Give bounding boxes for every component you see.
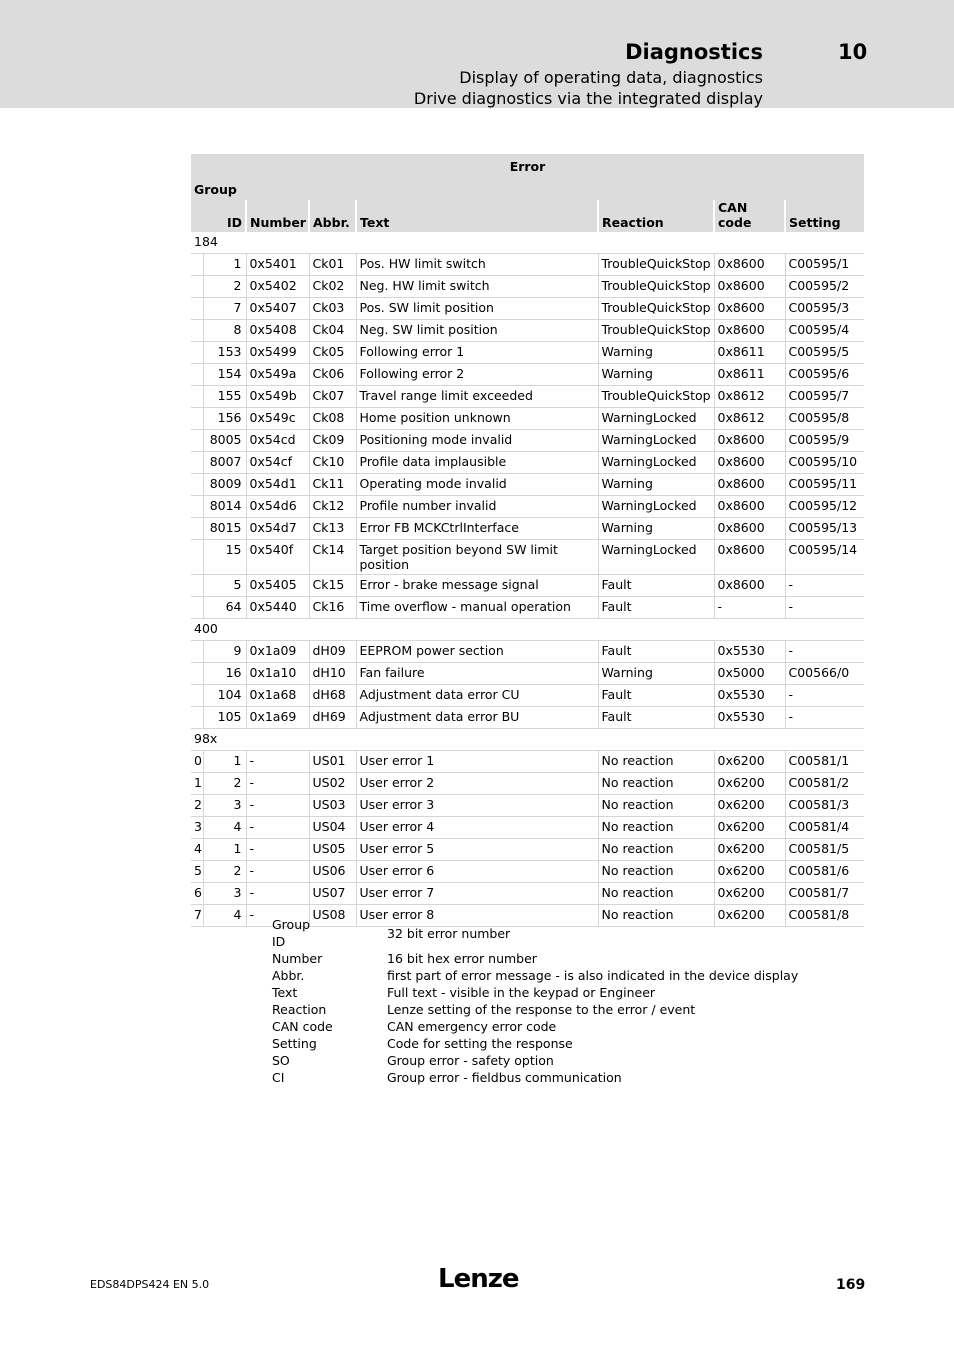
cell-text: Adjustment data error CU: [356, 685, 598, 707]
cell-can-code: 0x8600: [714, 276, 785, 298]
subsection-subtitle: Drive diagnostics via the integrated display: [413, 89, 763, 108]
table-row: [191, 540, 864, 575]
cell-number: 0x54d7: [246, 518, 309, 540]
cell-subgroup: [191, 685, 203, 707]
cell-can-code: 0x8600: [714, 320, 785, 342]
cell-text: Operating mode invalid: [356, 474, 598, 496]
cell-id: 153: [203, 342, 246, 364]
table-row: [191, 773, 864, 795]
cell-can-code: 0x8612: [714, 408, 785, 430]
cell-text: Following error 2: [356, 364, 598, 386]
cell-reaction: Fault: [598, 685, 714, 707]
cell-reaction: No reaction: [598, 861, 714, 883]
cell-can-code: 0x8600: [714, 540, 785, 575]
column-header-reaction: Reaction: [598, 200, 714, 232]
cell-id: 2: [203, 773, 246, 795]
cell-number: 0x54cd: [246, 430, 309, 452]
document-id: EDS84DPS424 EN 5.0: [90, 1278, 210, 1291]
cell-setting: C00581/7: [785, 883, 864, 905]
legend-value: first part of error message - is also indicated in the device display: [387, 968, 799, 983]
cell-id: 8007: [203, 452, 246, 474]
cell-number: 0x1a69: [246, 707, 309, 729]
cell-can-code: 0x6200: [714, 817, 785, 839]
chapter-title: Diagnostics: [625, 40, 763, 64]
cell-subgroup: 3: [191, 817, 203, 839]
cell-text: User error 4: [356, 817, 598, 839]
cell-setting: C00595/1: [785, 254, 864, 276]
cell-abbr: Ck02: [309, 276, 356, 298]
cell-reaction: No reaction: [598, 883, 714, 905]
table-row: [191, 496, 864, 518]
cell-reaction: WarningLocked: [598, 408, 714, 430]
legend-value: 16 bit hex error number: [387, 951, 537, 966]
cell-subgroup: [191, 597, 203, 619]
cell-number: 0x549b: [246, 386, 309, 408]
cell-reaction: Warning: [598, 474, 714, 496]
cell-setting: C00581/5: [785, 839, 864, 861]
cell-setting: C00595/13: [785, 518, 864, 540]
cell-reaction: TroubleQuickStop: [598, 298, 714, 320]
cell-text: User error 3: [356, 795, 598, 817]
cell-number: 0x5499: [246, 342, 309, 364]
cell-abbr: Ck14: [309, 540, 356, 575]
cell-text: User error 7: [356, 883, 598, 905]
cell-id: 64: [203, 597, 246, 619]
cell-abbr: Ck13: [309, 518, 356, 540]
cell-reaction: Fault: [598, 597, 714, 619]
cell-subgroup: 7: [191, 905, 203, 927]
cell-text: User error 8: [356, 905, 598, 927]
cell-text: Pos. SW limit position: [356, 298, 598, 320]
cell-id: 4: [203, 905, 246, 927]
cell-id: 3: [203, 795, 246, 817]
table-row: [191, 298, 864, 320]
cell-reaction: No reaction: [598, 817, 714, 839]
cell-can-code: 0x8600: [714, 430, 785, 452]
cell-id: 4: [203, 817, 246, 839]
table-row: [191, 386, 864, 408]
group-label: 98x: [191, 729, 864, 751]
legend-key: Setting: [272, 1036, 317, 1051]
legend-value: Lenze setting of the response to the error / event: [387, 1002, 696, 1017]
cell-reaction: WarningLocked: [598, 496, 714, 518]
cell-number: 0x54d1: [246, 474, 309, 496]
cell-subgroup: [191, 641, 203, 663]
cell-setting: -: [785, 575, 864, 597]
cell-setting: -: [785, 685, 864, 707]
legend-key: ID: [272, 934, 286, 949]
cell-abbr: Ck01: [309, 254, 356, 276]
cell-text: EEPROM power section: [356, 641, 598, 663]
table-row: [191, 254, 864, 276]
group-label: 400: [191, 619, 864, 641]
cell-id: 104: [203, 685, 246, 707]
cell-abbr: dH68: [309, 685, 356, 707]
table-title-error: Error: [191, 154, 864, 178]
cell-abbr: US06: [309, 861, 356, 883]
group-row: [191, 619, 864, 641]
cell-number: 0x5408: [246, 320, 309, 342]
cell-subgroup: 2: [191, 795, 203, 817]
cell-subgroup: [191, 496, 203, 518]
cell-setting: -: [785, 641, 864, 663]
cell-setting: C00595/7: [785, 386, 864, 408]
column-header-setting: Setting: [785, 200, 864, 232]
table-row: [191, 430, 864, 452]
cell-reaction: Warning: [598, 663, 714, 685]
cell-text: Profile number invalid: [356, 496, 598, 518]
cell-subgroup: [191, 575, 203, 597]
cell-abbr: US01: [309, 751, 356, 773]
cell-setting: C00595/3: [785, 298, 864, 320]
cell-abbr: Ck05: [309, 342, 356, 364]
cell-subgroup: [191, 276, 203, 298]
cell-abbr: Ck08: [309, 408, 356, 430]
column-header-text: Text: [356, 200, 598, 232]
cell-number: -: [246, 795, 309, 817]
cell-number: -: [246, 883, 309, 905]
cell-can-code: 0x6200: [714, 905, 785, 927]
cell-setting: C00581/2: [785, 773, 864, 795]
cell-id: 156: [203, 408, 246, 430]
table-row: [191, 751, 864, 773]
cell-abbr: Ck15: [309, 575, 356, 597]
cell-reaction: TroubleQuickStop: [598, 320, 714, 342]
cell-number: 0x54cf: [246, 452, 309, 474]
cell-number: -: [246, 861, 309, 883]
cell-setting: -: [785, 707, 864, 729]
cell-can-code: 0x8611: [714, 364, 785, 386]
cell-number: 0x54d6: [246, 496, 309, 518]
table-row: [191, 839, 864, 861]
legend-key: SO: [272, 1053, 290, 1068]
cell-text: Target position beyond SW limit position: [356, 540, 598, 575]
cell-id: 5: [203, 575, 246, 597]
cell-id: 7: [203, 298, 246, 320]
cell-subgroup: [191, 663, 203, 685]
column-header-can-code: CAN code: [714, 200, 785, 232]
cell-id: 1: [203, 254, 246, 276]
table-row: [191, 641, 864, 663]
table-row: [191, 518, 864, 540]
cell-subgroup: [191, 518, 203, 540]
cell-setting: C00595/8: [785, 408, 864, 430]
cell-can-code: 0x8600: [714, 474, 785, 496]
cell-setting: C00595/10: [785, 452, 864, 474]
cell-abbr: Ck03: [309, 298, 356, 320]
cell-abbr: Ck07: [309, 386, 356, 408]
cell-can-code: 0x6200: [714, 883, 785, 905]
cell-number: 0x5440: [246, 597, 309, 619]
cell-setting: C00595/2: [785, 276, 864, 298]
group-row: [191, 232, 864, 254]
cell-id: 8015: [203, 518, 246, 540]
cell-id: 154: [203, 364, 246, 386]
cell-can-code: 0x8600: [714, 452, 785, 474]
cell-reaction: No reaction: [598, 839, 714, 861]
cell-id: 8005: [203, 430, 246, 452]
cell-number: 0x549c: [246, 408, 309, 430]
cell-subgroup: 6: [191, 883, 203, 905]
cell-id: 9: [203, 641, 246, 663]
cell-subgroup: [191, 254, 203, 276]
cell-text: Error - brake message signal: [356, 575, 598, 597]
cell-reaction: Warning: [598, 364, 714, 386]
cell-id: 8009: [203, 474, 246, 496]
cell-id: 16: [203, 663, 246, 685]
legend-key: Group: [272, 917, 311, 932]
cell-subgroup: [191, 298, 203, 320]
cell-can-code: 0x6200: [714, 773, 785, 795]
table-row: [191, 342, 864, 364]
table-row: [191, 408, 864, 430]
cell-reaction: No reaction: [598, 795, 714, 817]
cell-number: 0x5401: [246, 254, 309, 276]
table-row: [191, 817, 864, 839]
cell-text: Home position unknown: [356, 408, 598, 430]
legend-key: Text: [272, 985, 298, 1000]
cell-id: 1: [203, 751, 246, 773]
legend-value: Full text - visible in the keypad or Engineer: [387, 985, 656, 1000]
cell-abbr: US05: [309, 839, 356, 861]
cell-id: 155: [203, 386, 246, 408]
cell-number: -: [246, 839, 309, 861]
cell-subgroup: [191, 386, 203, 408]
cell-abbr: Ck11: [309, 474, 356, 496]
legend-key: CI: [272, 1070, 285, 1085]
cell-text: Adjustment data error BU: [356, 707, 598, 729]
cell-can-code: 0x6200: [714, 861, 785, 883]
column-header-number: Number: [246, 200, 309, 232]
legend-value: Group error - fieldbus communication: [387, 1070, 622, 1085]
cell-id: 2: [203, 861, 246, 883]
cell-abbr: Ck10: [309, 452, 356, 474]
cell-text: User error 5: [356, 839, 598, 861]
cell-subgroup: 0: [191, 751, 203, 773]
cell-can-code: 0x5530: [714, 685, 785, 707]
cell-abbr: dH09: [309, 641, 356, 663]
cell-text: User error 1: [356, 751, 598, 773]
table-row: [191, 707, 864, 729]
cell-can-code: 0x5530: [714, 707, 785, 729]
cell-id: 8: [203, 320, 246, 342]
legend-key: Number: [272, 951, 323, 966]
cell-id: 3: [203, 883, 246, 905]
table-row: [191, 663, 864, 685]
cell-number: -: [246, 773, 309, 795]
table-row: [191, 276, 864, 298]
page-number: 169: [836, 1277, 866, 1293]
cell-can-code: 0x8611: [714, 342, 785, 364]
cell-text: Travel range limit exceeded: [356, 386, 598, 408]
legend-value: CAN emergency error code: [387, 1019, 557, 1034]
cell-text: Fan failure: [356, 663, 598, 685]
table-row: [191, 795, 864, 817]
cell-abbr: Ck06: [309, 364, 356, 386]
cell-can-code: 0x6200: [714, 795, 785, 817]
cell-setting: C00581/6: [785, 861, 864, 883]
cell-text: Profile data implausible: [356, 452, 598, 474]
cell-abbr: US04: [309, 817, 356, 839]
cell-reaction: WarningLocked: [598, 430, 714, 452]
cell-reaction: TroubleQuickStop: [598, 386, 714, 408]
cell-subgroup: [191, 540, 203, 575]
cell-number: 0x1a10: [246, 663, 309, 685]
cell-text: Positioning mode invalid: [356, 430, 598, 452]
cell-abbr: dH10: [309, 663, 356, 685]
cell-abbr: US02: [309, 773, 356, 795]
cell-number: -: [246, 817, 309, 839]
table-row: [191, 575, 864, 597]
table-header-group: Group: [191, 178, 864, 200]
table-row: [191, 597, 864, 619]
legend-key: CAN code: [272, 1019, 333, 1034]
cell-setting: C00595/11: [785, 474, 864, 496]
cell-text: Neg. HW limit switch: [356, 276, 598, 298]
legend-value: 32 bit error number: [387, 926, 511, 941]
cell-can-code: 0x5000: [714, 663, 785, 685]
table-row: [191, 320, 864, 342]
cell-subgroup: [191, 430, 203, 452]
cell-setting: C00595/9: [785, 430, 864, 452]
table-row: [191, 474, 864, 496]
cell-reaction: Fault: [598, 641, 714, 663]
cell-reaction: Warning: [598, 518, 714, 540]
section-subtitle: Display of operating data, diagnostics: [459, 68, 763, 87]
cell-setting: C00595/5: [785, 342, 864, 364]
cell-reaction: WarningLocked: [598, 452, 714, 474]
cell-abbr: dH69: [309, 707, 356, 729]
cell-number: 0x5407: [246, 298, 309, 320]
cell-abbr: Ck16: [309, 597, 356, 619]
cell-subgroup: [191, 474, 203, 496]
cell-reaction: WarningLocked: [598, 540, 714, 575]
cell-can-code: 0x8600: [714, 496, 785, 518]
cell-subgroup: 1: [191, 773, 203, 795]
legend-value: Code for setting the response: [387, 1036, 573, 1051]
cell-number: 0x5405: [246, 575, 309, 597]
cell-text: User error 2: [356, 773, 598, 795]
cell-can-code: -: [714, 597, 785, 619]
group-row: [191, 729, 864, 751]
cell-abbr: US08: [309, 905, 356, 927]
cell-id: 8014: [203, 496, 246, 518]
cell-setting: C00595/12: [785, 496, 864, 518]
legend-key: Reaction: [272, 1002, 327, 1017]
cell-text: Pos. HW limit switch: [356, 254, 598, 276]
cell-reaction: No reaction: [598, 751, 714, 773]
cell-subgroup: [191, 320, 203, 342]
cell-setting: C00595/14: [785, 540, 864, 575]
cell-setting: C00581/1: [785, 751, 864, 773]
cell-subgroup: [191, 408, 203, 430]
table-row: [191, 452, 864, 474]
cell-setting: C00581/4: [785, 817, 864, 839]
cell-text: Error FB MCKCtrlInterface: [356, 518, 598, 540]
chapter-number: 10: [838, 40, 868, 64]
cell-abbr: Ck12: [309, 496, 356, 518]
cell-number: 0x540f: [246, 540, 309, 575]
table-row: [191, 685, 864, 707]
cell-id: 105: [203, 707, 246, 729]
cell-number: 0x1a68: [246, 685, 309, 707]
table-row: [191, 364, 864, 386]
cell-number: 0x549a: [246, 364, 309, 386]
table-row: [191, 883, 864, 905]
cell-can-code: 0x8612: [714, 386, 785, 408]
group-label: 184: [191, 232, 864, 254]
cell-can-code: 0x8600: [714, 298, 785, 320]
cell-abbr: US03: [309, 795, 356, 817]
lenze-logo: Lenze: [438, 1264, 519, 1294]
cell-can-code: 0x8600: [714, 254, 785, 276]
cell-reaction: No reaction: [598, 773, 714, 795]
cell-subgroup: [191, 342, 203, 364]
cell-abbr: Ck09: [309, 430, 356, 452]
cell-abbr: US07: [309, 883, 356, 905]
cell-subgroup: 4: [191, 839, 203, 861]
cell-setting: C00595/6: [785, 364, 864, 386]
cell-text: Time overflow - manual operation: [356, 597, 598, 619]
cell-setting: C00595/4: [785, 320, 864, 342]
legend-value: Group error - safety option: [387, 1053, 554, 1068]
cell-reaction: Warning: [598, 342, 714, 364]
error-table: [191, 154, 864, 927]
cell-number: -: [246, 751, 309, 773]
table-row: [191, 861, 864, 883]
cell-subgroup: [191, 707, 203, 729]
cell-number: 0x1a09: [246, 641, 309, 663]
cell-abbr: Ck04: [309, 320, 356, 342]
cell-setting: C00581/3: [785, 795, 864, 817]
cell-subgroup: [191, 452, 203, 474]
cell-text: Following error 1: [356, 342, 598, 364]
cell-number: -: [246, 905, 309, 927]
cell-setting: C00581/8: [785, 905, 864, 927]
cell-reaction: Fault: [598, 707, 714, 729]
cell-reaction: TroubleQuickStop: [598, 254, 714, 276]
legend-key: Abbr.: [272, 968, 305, 983]
cell-reaction: No reaction: [598, 905, 714, 927]
cell-can-code: 0x6200: [714, 751, 785, 773]
cell-can-code: 0x8600: [714, 518, 785, 540]
cell-text: Neg. SW limit position: [356, 320, 598, 342]
cell-id: 1: [203, 839, 246, 861]
cell-can-code: 0x6200: [714, 839, 785, 861]
cell-reaction: Fault: [598, 575, 714, 597]
cell-setting: -: [785, 597, 864, 619]
cell-text: User error 6: [356, 861, 598, 883]
cell-reaction: TroubleQuickStop: [598, 276, 714, 298]
cell-number: 0x5402: [246, 276, 309, 298]
cell-can-code: 0x5530: [714, 641, 785, 663]
cell-subgroup: 5: [191, 861, 203, 883]
cell-id: 2: [203, 276, 246, 298]
cell-setting: C00566/0: [785, 663, 864, 685]
table-body: [191, 232, 864, 927]
cell-id: 15: [203, 540, 246, 575]
cell-subgroup: [191, 364, 203, 386]
cell-can-code: 0x8600: [714, 575, 785, 597]
column-header-id: ID: [191, 200, 246, 232]
column-header-abbr: Abbr.: [309, 200, 356, 232]
